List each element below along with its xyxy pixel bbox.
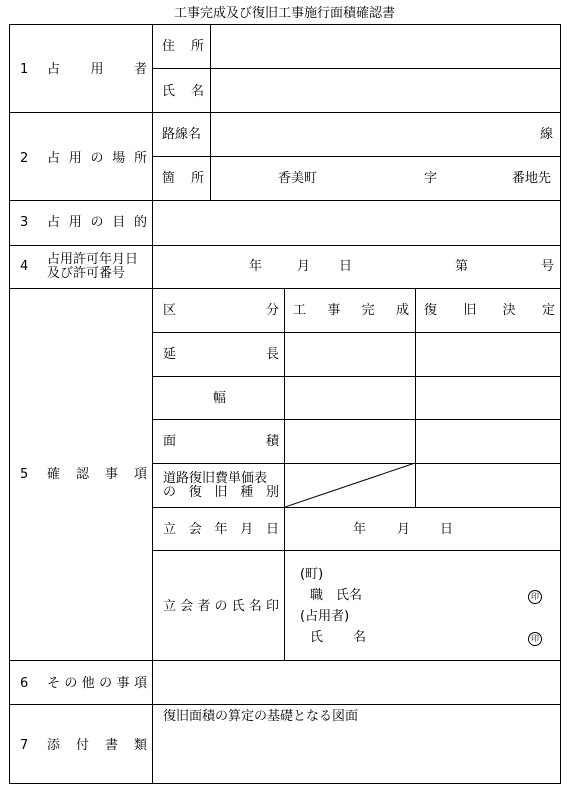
place-banchi: 番地先	[512, 171, 552, 186]
header-restoration-decision: 復 旧 決 定	[424, 303, 555, 318]
label-attachments: 添 付 書 類	[47, 738, 147, 753]
label-area: 面 積	[163, 434, 279, 449]
area-decision-field[interactable]	[416, 420, 560, 463]
place-town: 香美町	[278, 171, 318, 186]
label-confirmation-items: 確 認 事 項	[47, 467, 147, 482]
label-address: 住 所	[162, 39, 204, 54]
label-witness-date: 立 会 年 月 日	[163, 522, 279, 537]
row-number-1: 1	[20, 62, 29, 77]
label-staff-name: 職 氏名	[310, 588, 363, 603]
row-number-3: 3	[20, 215, 29, 230]
area-completion-field[interactable]	[285, 420, 415, 463]
label-permit-date: 占用許可年月日	[47, 252, 139, 267]
label-route-name: 路線名	[162, 127, 202, 142]
witness-month: 月	[397, 522, 411, 537]
label-restoration-type: の 復 旧 種 別	[163, 485, 279, 500]
permit-go: 号	[541, 259, 555, 274]
label-place: 箇 所	[162, 171, 204, 186]
label-occupancy-location: 占 用 の 場 所	[47, 151, 147, 166]
seal-mark-icon: 印	[528, 632, 542, 646]
label-width: 幅	[213, 391, 227, 406]
attachments-content: 復旧面積の算定の基礎となる図面	[163, 709, 359, 724]
other-matters-field[interactable]	[153, 661, 560, 704]
diagonal-strike-line	[285, 463, 416, 507]
seal-town-staff	[528, 588, 542, 604]
witness-day: 日	[440, 522, 454, 537]
label-name: 氏 名	[162, 84, 204, 99]
seal-mark-icon: 印	[528, 590, 542, 604]
header-completion: 工 事 完 成	[293, 303, 409, 318]
label-length: 延 長	[163, 347, 279, 362]
witness-year: 年	[353, 522, 367, 537]
width-decision-field[interactable]	[416, 377, 560, 419]
permit-day: 日	[339, 259, 353, 274]
permit-dai: 第	[455, 259, 469, 274]
width-completion-field[interactable]	[285, 377, 415, 419]
row-number-5: 5	[20, 467, 29, 482]
permit-month: 月	[297, 259, 311, 274]
purpose-field[interactable]	[153, 201, 560, 245]
label-permit-number: 及び許可番号	[47, 266, 126, 281]
length-decision-field[interactable]	[416, 333, 560, 376]
row-number-6: 6	[20, 676, 29, 691]
header-category: 区 分	[163, 303, 279, 318]
label-unit-price-table: 道路復旧費単価表	[163, 471, 268, 486]
label-occupant: 占 用 者	[47, 62, 147, 77]
row-number-7: 7	[20, 738, 29, 753]
label-occupant-name: 氏 名	[310, 630, 366, 645]
length-completion-field[interactable]	[285, 333, 415, 376]
route-suffix: 線	[540, 127, 554, 142]
place-aza: 字	[424, 171, 438, 186]
document-title: 工事完成及び復旧工事施行面積確認書	[173, 6, 395, 21]
label-other-matters: そ の 他 の 事 項	[47, 676, 147, 691]
label-occupant-sub: (占用者)	[300, 609, 350, 624]
row-number-4: 4	[20, 259, 29, 274]
address-field[interactable]	[211, 25, 560, 68]
row-number-2: 2	[20, 151, 29, 166]
restoration-type-field[interactable]	[416, 464, 560, 507]
label-town: (町)	[300, 567, 324, 582]
permit-year: 年	[249, 259, 263, 274]
seal-occupant	[528, 630, 542, 646]
label-witness-names: 立 会 者 の 氏 名 印	[163, 599, 279, 614]
name-field[interactable]	[211, 69, 560, 112]
label-purpose: 占 用 の 目 的	[47, 215, 147, 230]
